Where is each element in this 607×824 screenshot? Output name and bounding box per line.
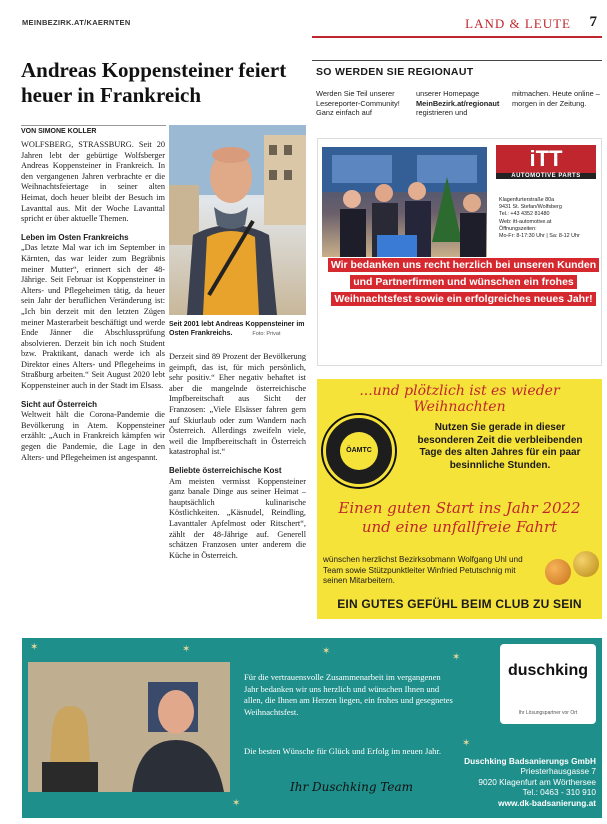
star-icon: ✶ — [322, 646, 331, 657]
duschking-thanks-text: Für die vertrauensvolle Zusammenarbeit im vergangenen Jahr bedanken wir uns herzlich und wünschen Ihnen und allen, die Ihnen am Herzen liegen, ein frohes und gesegnetes Weihnachtsfest. — [244, 672, 453, 717]
regionaut-col-2-pre: unserer Homepage — [416, 89, 480, 98]
itt-address-line: Web: itt-automotive.at — [499, 218, 552, 225]
article-para-1: „Das letzte Mal war ich im September in Kärnten, das war leider zum Begräbnis meiner Mutter“, erinnert sich der 48-Jährige. Seit Februar ist Koppensteiner in Alters- und Pflegeheimen tätig, da heuer sein Jahr der beruflichen Veränderung ist: „Ich bin derzeit mit den letzten Zügen meiner Masterarbeit beschäftigt und werde Ende Jänner die Abschlussprüfung absolvieren. Derzeit bin ich noch Student bzw. Praktikant, danach werde ich als Direktor eines Alters- und Pflegeheims in Straßburg arbeiten.“ Seit August 2020 lebt Koppensteiner auch in der Stadt im Elsass. — [21, 243, 165, 391]
bauble-icon — [573, 551, 599, 577]
subheading-sicht: Sicht auf Österreich — [21, 399, 98, 409]
regionaut-col-2-post: registrieren und — [416, 108, 468, 118]
article-column-1 — [21, 140, 165, 463]
oeamtc-advertisement[interactable] — [317, 379, 602, 619]
subheading-leben: Leben im Osten Frankreichs — [21, 232, 129, 242]
duschking-website-link[interactable]: www.dk-badsanierung.at — [498, 797, 596, 808]
itt-team-illustration — [322, 147, 487, 257]
oeamtc-slogan: EIN GUTES GEFÜHL BEIM CLUB ZU SEIN — [337, 597, 582, 611]
article-column-2 — [169, 352, 306, 561]
itt-address-line: 9431 St. Stefan/Wolfsberg — [499, 204, 562, 211]
duschking-team-illustration — [28, 662, 230, 792]
article-intro: WOLFSBERG, STRASSBURG. Seit 20 Jahren lebt der gebürtige Wolfsberger Andreas Koppensteiner in Frankreich. In den vergangenen Jahren verbrachte er die Weihnachtsfeiertage in seiner alten Heimat, doch heuer bleibt der Besuch im Lavanttal aus. Mit der Woche Lavanttal spricht er über aktuelle Themen. — [21, 140, 165, 224]
article-para-2: Weltweit hält die Corona-Pandemie die Bevölkerung in Atem. Koppensteiner erzählt: „Auch in Frankreich kämpfen wir gegen die Pandemie, die Lage in den Alters- und Pflegeheimen ist angespannt. — [21, 410, 165, 462]
duschking-phone[interactable]: Tel.: 0463 - 310 910 — [522, 787, 596, 798]
oeamtc-message: Nutzen Sie gerade in dieser besonderen Zeit die verbleibenden Tage des alten Jahres für ein paar besinnliche Stunden. — [417, 422, 583, 471]
duschking-city: 9020 Klagenfurt am Wörthersee — [478, 776, 596, 787]
itt-logo-sub: AUTOMOTIVE PARTS — [496, 173, 596, 179]
article-headline: Andreas Koppensteiner feiert heuer in Frankreich — [21, 58, 287, 107]
regionaut-col-1: Werden Sie Teil unserer Lesereporter-Community! Ganz einfach auf — [316, 89, 400, 118]
duschking-logo-text: duschking — [507, 662, 588, 679]
section-title: LAND & LEUTE — [465, 16, 571, 31]
star-icon: ✶ — [182, 644, 191, 655]
regionaut-col-3: mitmachen. Heute online – morgen in der Zeitung. — [512, 89, 600, 108]
photo-caption-text: Seit 2001 lebt Andreas Koppensteiner im Osten Frankreichs. — [169, 321, 305, 337]
duschking-logo — [500, 644, 596, 724]
oeamtc-badge-text: ÖAMTC — [340, 432, 378, 470]
page-number: 7 — [589, 14, 597, 30]
regionaut-rule — [312, 60, 602, 61]
duschking-wish: Die besten Wünsche für Glück und Erfolg im neuen Jahr. — [244, 746, 441, 756]
oeamtc-new-year-wish: Einen guten Start ins Jahr 2022 und eine unfallfreie Fahrt — [338, 499, 581, 536]
star-icon: ✶ — [462, 738, 471, 749]
itt-logo-text: iTT — [529, 146, 563, 171]
star-icon: ✶ — [452, 652, 461, 663]
star-icon: ✶ — [30, 642, 39, 653]
star-icon: ✶ — [232, 798, 241, 809]
itt-team-photo — [322, 147, 487, 257]
duschking-company: Duschking Badsanierungs GmbH — [464, 756, 596, 766]
itt-address-line: Klagenfurterstraße 80a — [499, 197, 555, 203]
duschking-logo-tag: Ihr Lösungspartner vor Ort — [518, 710, 578, 716]
duschking-address — [434, 756, 596, 808]
oeamtc-headline: ...und plötzlich ist es wieder Weihnachten — [359, 383, 560, 415]
oeamtc-signoff: wünschen herzlichst Bezirksobmann Wolfgang Uhl und Team sowie Stützpunktleiter Winfried Petutschnig mit seinen Mitarbeitern. — [323, 555, 523, 585]
duschking-team-photo — [28, 662, 230, 792]
regionaut-col-2 — [416, 89, 504, 118]
regionaut-title: SO WERDEN SIE REGIONAUT — [316, 66, 474, 78]
article-byline: VON SIMONE KOLLER — [21, 125, 166, 135]
itt-address-line: Tel.: +43 4352 81480 — [499, 211, 550, 218]
subheading-kost: Beliebte österreichische Kost — [169, 465, 282, 475]
itt-message — [326, 257, 601, 308]
bauble-icon — [545, 559, 571, 585]
duschking-advertisement[interactable] — [22, 638, 602, 818]
header-rule — [312, 36, 602, 38]
duschking-signature: Ihr Duschking Team — [290, 780, 414, 794]
article-para-4: Am meisten vermisst Koppensteiner ganz banale Dinge aus seiner Heimat – hauptsächlich kulinarische Köstlichkeiten. „Käsnudel, Reindling, Lavanttaler Apfelmost oder Ritschert“, zählt der 48-Jährige auf. Generell schätzen Franzosen unter anderem die Küche in Österreich. — [169, 476, 306, 560]
duschking-street: Priesterhausgasse 7 — [520, 766, 596, 777]
portrait-photo — [169, 125, 306, 315]
itt-address-line: Öffnungszeiten: — [499, 225, 537, 232]
itt-address-line: Mo-Fr: 8-17:30 Uhr | Sa: 8-12 Uhr — [499, 233, 580, 240]
oeamtc-badge — [323, 415, 395, 487]
article-para-3: Derzeit sind 89 Prozent der Bevölkerung geimpft, das ist, für mich persönlich, sehr positiv.“ Eher negativ behaftet ist aber die mangelnde österreichische Impfbereitschaft aus Sicht der Franzosen: „Viele Elsässer fahren gern auf Skiurlaub oder zum Wandern nach Österreich. Allerdings zweifeln viele, weil die Impfbereitschaft in Österreich katastrophal ist.“ — [169, 352, 306, 457]
itt-message-text: Wir bedanken uns recht herzlich bei unseren Kunden und Partnerfirmen und wünschen ein frohes Weihnachtsfest sowie ein erfolgreiches neues Jahr! — [328, 258, 599, 306]
itt-advertisement[interactable] — [317, 138, 602, 366]
regionaut-link[interactable]: MeinBezirk.at/regionaut — [416, 98, 500, 108]
portrait-illustration — [169, 125, 306, 315]
photo-credit: Foto: Privat — [252, 331, 281, 337]
publication-name: MEINBEZIRK.AT/KAERNTEN — [22, 18, 131, 27]
itt-address — [499, 197, 599, 240]
itt-logo — [496, 145, 596, 179]
photo-caption — [169, 320, 306, 339]
